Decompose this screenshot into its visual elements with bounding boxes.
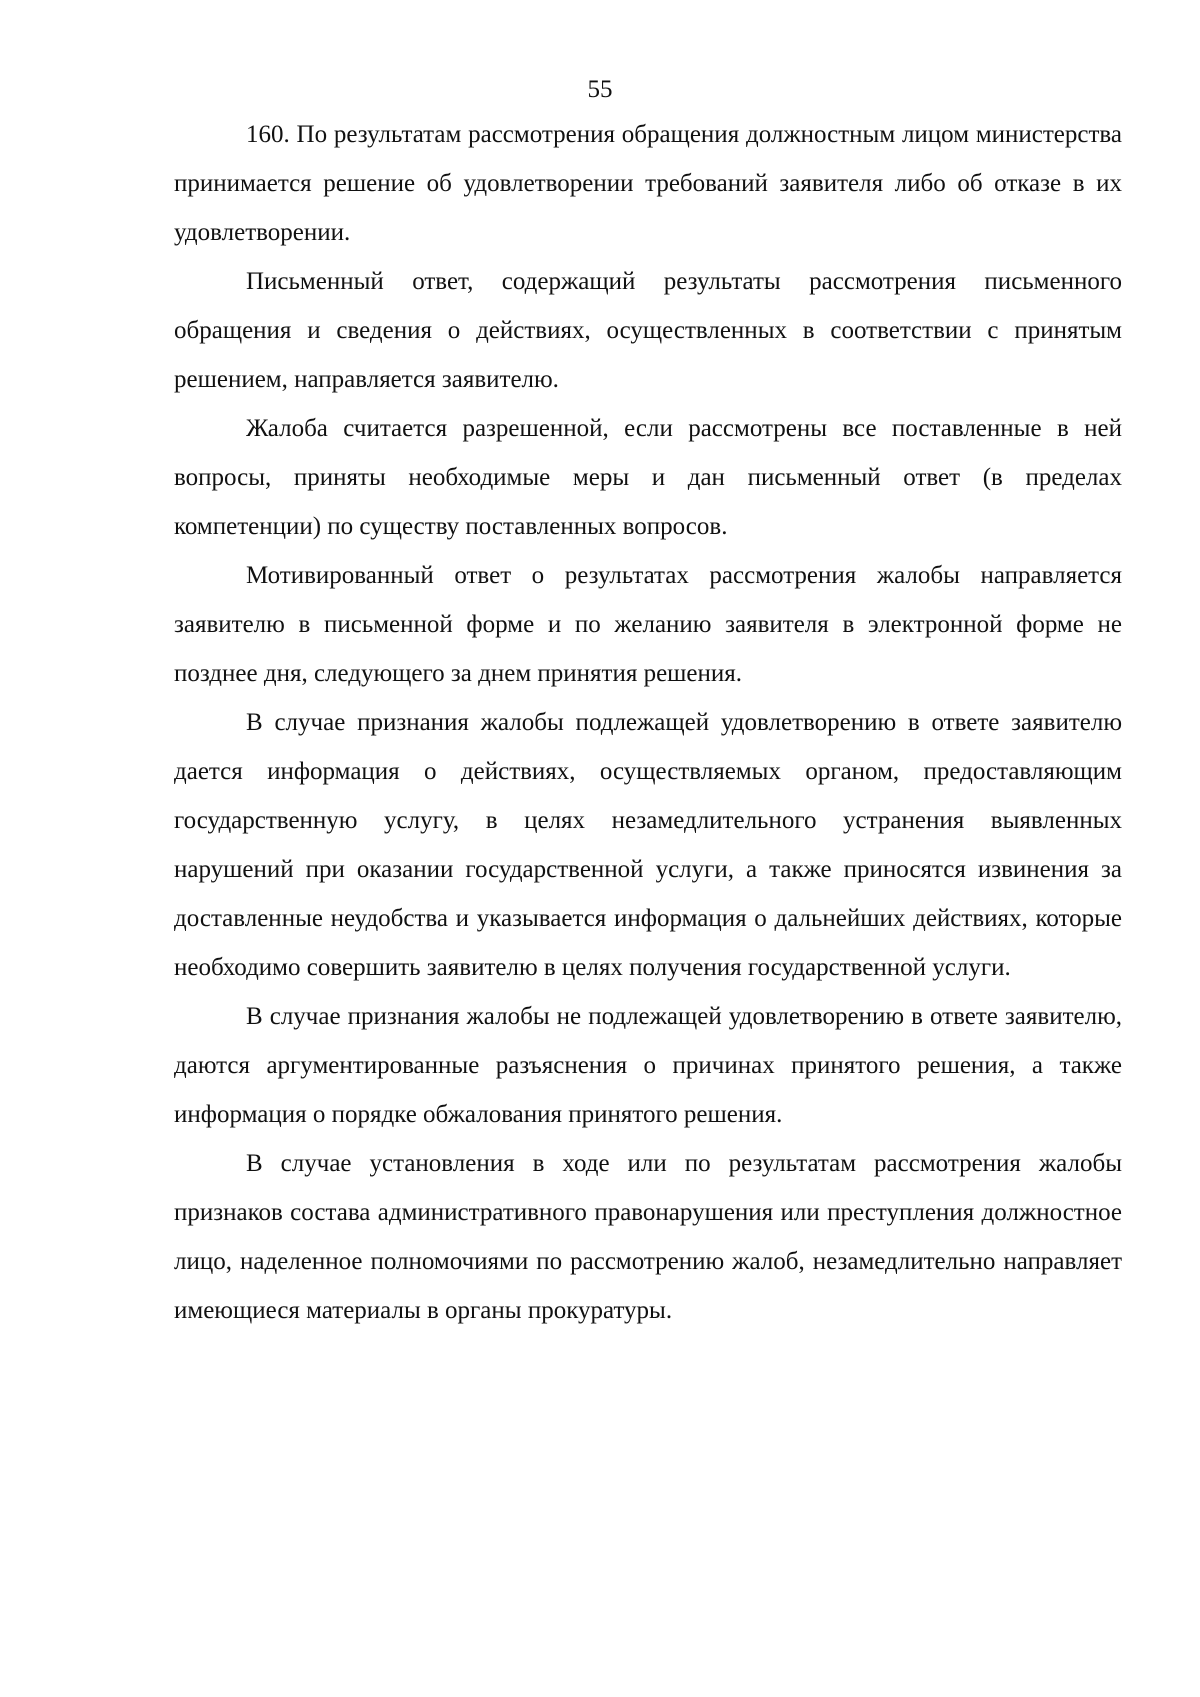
paragraph-prosecutor-referral: В случае установления в ходе или по результатам рассмотрения жалобы признаков состава административного правонарушения или преступления должностное лицо, наделенное полномочиями по рассмотрению жалоб, незамедлительно направляет имеющиеся материалы в органы прокуратуры.	[174, 1150, 1122, 1324]
paragraph-complaint-resolved: Жалоба считается разрешенной, если рассмотрены все поставленные в ней вопросы, приняты необходимые меры и дан письменный ответ (в пределах компетенции) по существу поставленных вопросов.	[174, 415, 1122, 540]
paragraph-complaint-rejected: В случае признания жалобы не подлежащей удовлетворению в ответе заявителю, даются аргументированные разъяснения о причинах принятого решения, а также информация о порядке обжалования принятого решения.	[174, 1003, 1122, 1128]
document-body	[174, 110, 1122, 1335]
page-number: 55	[587, 76, 613, 103]
paragraph-motivated-answer: Мотивированный ответ о результатах рассмотрения жалобы направляется заявителю в письменной форме и по желанию заявителя в электронной форме не позднее дня, следующего за днем принятия решения.	[174, 562, 1122, 687]
paragraph-complaint-satisfied: В случае признания жалобы подлежащей удовлетворению в ответе заявителю дается информация о действиях, осуществляемых органом, предоставляющим государственную услугу, в целях незамедлительного устранения выявленных нарушений при оказании государственной услуги, а также приносятся извинения за доставленные неудобства и указывается информация о дальнейших действиях, которые необходимо совершить заявителю в целях получения государственной услуги.	[174, 709, 1122, 981]
paragraph-160-decision: 160. По результатам рассмотрения обращения должностным лицом министерства принимается решение об удовлетворении требований заявителя либо об отказе в их удовлетворении.	[174, 121, 1122, 246]
paragraph-written-answer: Письменный ответ, содержащий результаты рассмотрения письменного обращения и сведения о действиях, осуществленных в соответствии с принятым решением, направляется заявителю.	[174, 268, 1122, 393]
